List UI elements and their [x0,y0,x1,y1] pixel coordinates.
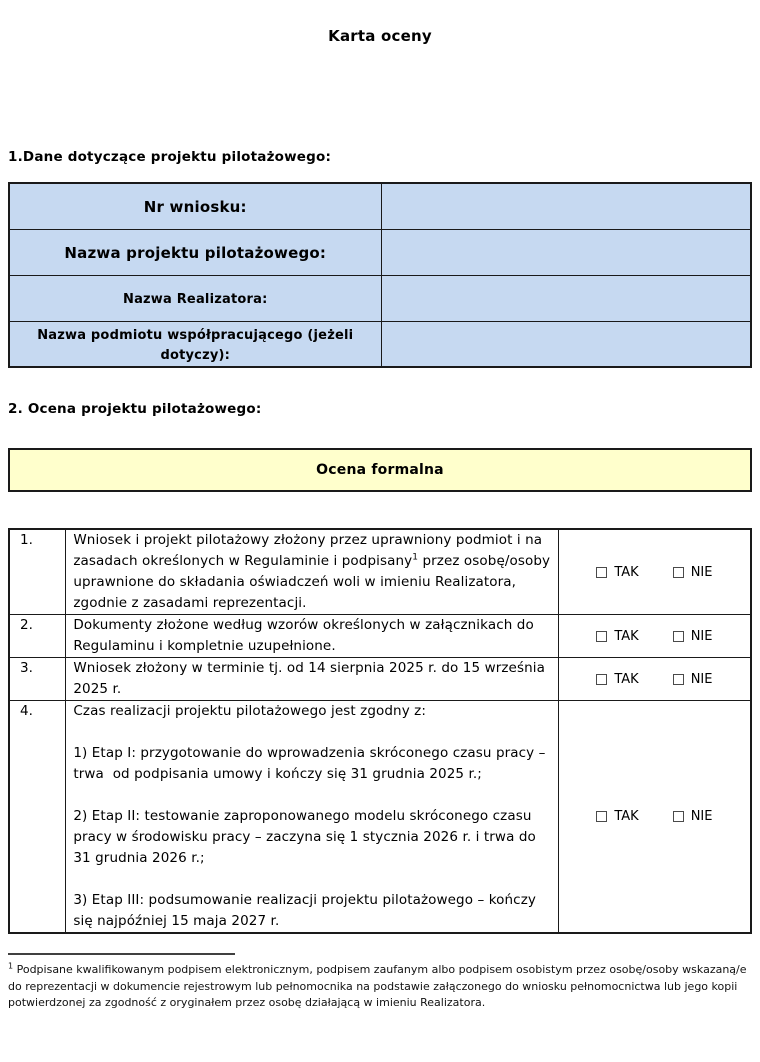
criterion-text-part: przez osobę/osoby uprawnione do składania oświadczeń woli w imieniu Realizatora, zgodnie z zasadami reprezentacji. [73,553,555,611]
field-value-cell[interactable] [381,183,751,229]
answer-options [561,809,748,824]
answer-options [561,672,748,687]
table-row [9,275,751,321]
criterion-number: 2. [9,615,66,658]
answer-cell [558,529,751,615]
criterion-number: 3. [9,658,66,701]
answer-options [561,565,748,580]
table-row [9,229,751,275]
nie-checkbox-icon[interactable] [673,674,684,685]
answer-cell [558,658,751,701]
table-row [9,183,751,229]
answer-cell [558,615,751,658]
nie-label: NIE [690,564,713,580]
criterion-text-part: Wniosek złożony w terminie tj. od 14 sierpnia 2025 r. do 15 września 2025 r. [73,660,550,697]
tak-option[interactable] [596,629,638,644]
answer-options [561,629,748,644]
nie-option[interactable] [673,672,713,687]
field-label: Nr wniosku: [143,197,247,216]
criterion-row [9,615,751,658]
criterion-number: 1. [9,529,66,615]
tak-checkbox-icon[interactable] [596,567,607,578]
criterion-text [66,615,558,658]
nie-checkbox-icon[interactable] [673,811,684,822]
criterion-text [66,701,558,934]
criterion-row [9,529,751,615]
nie-option[interactable] [673,809,713,824]
field-label-cell [9,321,381,367]
footnote-body: Podpisane kwalifikowanym podpisem elektronicznym, podpisem zaufanym albo podpisem osobistym przez osobę/osoby wskazaną/e do reprezentacji w dokumencie rejestrowym lub pełnomocnika na podstawie załączonego do wniosku pełnomocnictwa lub jego kopii potwierdzonej za zgodność z oryginałem przez osobę działającą w imieniu Realizatora. [8,963,747,1009]
criterion-paragraph: 3) Etap III: podsumowanie realizacji projektu pilotażowego – kończy się najpóźniej 15 maja 2027 r. [73,892,541,929]
tak-label: TAK [614,628,639,644]
section-2-heading: 2. Ocena projektu pilotażowego: [8,401,262,417]
criterion-text-part: Dokumenty złożone według wzorów określonych w załącznikach do Regulaminu i kompletnie uzupełnione. [73,617,539,654]
nie-label: NIE [690,809,713,824]
nie-checkbox-icon[interactable] [673,631,684,642]
nie-label: NIE [690,671,713,687]
field-label-cell [9,183,381,229]
criterion-paragraph: 1) Etap I: przygotowanie do wprowadzenia skróconego czasu pracy – trwa od podpisania umowy i kończy się 31 grudnia 2025 r.; [73,745,550,782]
field-label-cell [9,275,381,321]
field-value-cell[interactable] [381,229,751,275]
tak-option[interactable] [596,809,638,824]
table-row [9,321,751,367]
tak-checkbox-icon[interactable] [596,674,607,685]
field-value-cell[interactable] [381,275,751,321]
tak-checkbox-icon[interactable] [596,811,607,822]
criterion-number: 4. [9,701,66,934]
tak-option[interactable] [596,672,638,687]
nie-option[interactable] [673,565,713,580]
criterion-text [66,658,558,701]
nie-checkbox-icon[interactable] [673,567,684,578]
answer-cell [558,701,751,934]
project-data-table [8,182,752,368]
criterion-paragraph: 2) Etap II: testowanie zaproponowanego modelu skróconego czasu pracy w środowisku pracy – zaczyna się 1 stycznia 2026 r. i trwa do 31 grudnia 2026 r.; [73,808,541,866]
field-label: Nazwa podmiotu współpracującego (jeżeli dotyczy): [37,327,354,363]
tak-label: TAK [614,564,639,580]
footnote-ref-marker: 1 [8,961,14,971]
field-label: Nazwa Realizatora: [122,292,268,307]
nie-option[interactable] [673,629,713,644]
tak-label: TAK [614,809,639,824]
tak-option[interactable] [596,565,638,580]
formal-assessment-banner [8,448,752,492]
footnote-text [8,962,752,1012]
footnote-separator [8,953,235,955]
tak-checkbox-icon[interactable] [596,631,607,642]
criterion-text [66,529,558,615]
field-label: Nazwa projektu pilotażowego: [64,243,327,262]
criterion-text-part: Wniosek i projekt pilotażowy złożony przez uprawniony podmiot i na zasadach określonych w Regulaminie i podpisany [73,532,547,569]
criterion-row [9,701,751,934]
criterion-row [9,658,751,701]
tak-label: TAK [614,671,639,687]
criteria-table [8,528,752,934]
nie-label: NIE [690,628,713,644]
field-label-cell [9,229,381,275]
section-1-heading: 1.Dane dotyczące projektu pilotażowego: [8,149,332,165]
footnote-reference: 1 [412,552,419,563]
field-value-cell[interactable] [381,321,751,367]
page-title: Karta oceny [328,27,432,45]
criterion-paragraph: Czas realizacji projektu pilotażowego jest zgodny z: [73,703,427,719]
banner-label: Ocena formalna [316,462,444,478]
